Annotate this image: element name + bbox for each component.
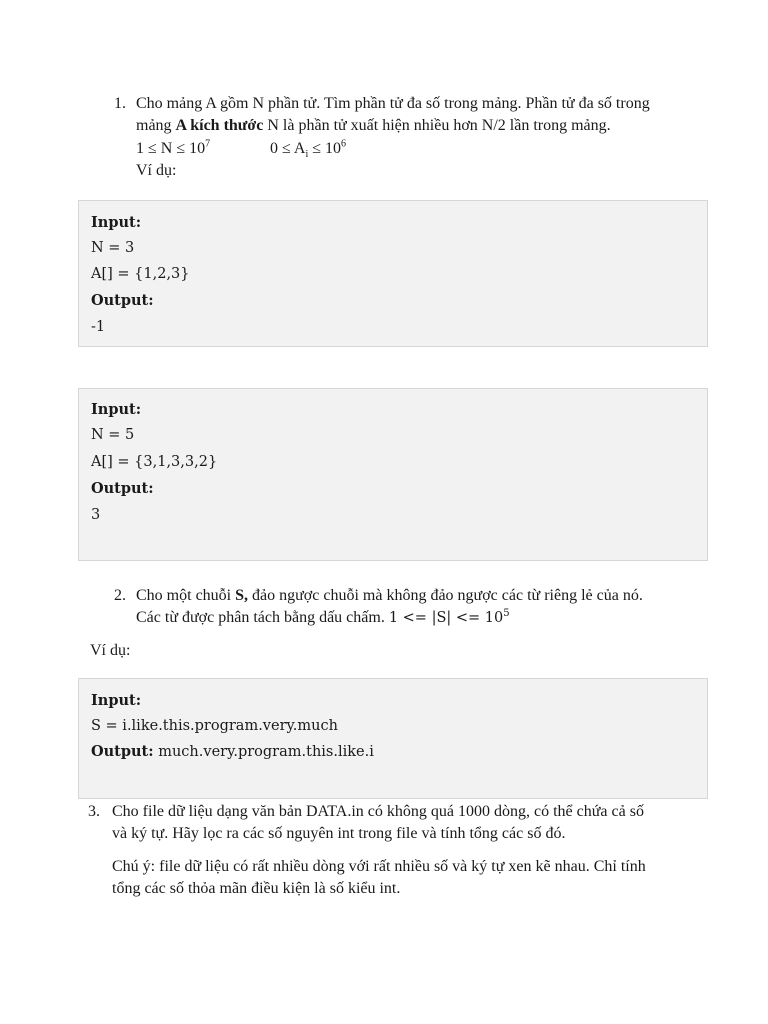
problem-2-constraint-text: 1 <= |S| <= 10	[388, 610, 504, 626]
problem-2-line-1-post: đảo ngược chuỗi mà không đảo ngược các từ riêng lẻ của nó.	[248, 587, 643, 604]
problem-2-line-2-text: Các từ được phân tách bằng dấu chấm.	[136, 609, 389, 626]
example-box-1	[78, 200, 708, 347]
example-1-output: -1	[91, 319, 106, 335]
problem-1-line-2-bold: A kích thước	[175, 117, 264, 134]
problem-1-line-2-pre: mảng	[136, 117, 176, 134]
example-1-line-2: A[] = {1,2,3}	[91, 266, 190, 282]
example-1-line-1: N = 3	[91, 240, 135, 256]
problem-2-line-1	[136, 585, 643, 607]
problem-2-number: 2.	[114, 587, 126, 604]
example-box-3	[78, 678, 708, 799]
example-2-line-1: N = 5	[91, 427, 135, 443]
problem-1-number: 1.	[114, 95, 126, 112]
constraint-n-text: 1 ≤ N ≤ 10	[136, 140, 206, 157]
example-3-input-label: Input:	[91, 692, 142, 709]
constraint-a-text: 0 ≤ A	[270, 140, 306, 157]
problem-2-constraint	[389, 610, 510, 626]
problem-3-note-2: tổng các số thỏa mãn điều kiện là số kiểu int.	[112, 880, 401, 897]
problem-1-example-label: Ví dụ:	[136, 162, 177, 179]
problem-3-line-1: Cho file dữ liệu dạng văn bản DATA.in có không quá 1000 dòng, có thể chứa cả số	[112, 803, 644, 820]
example-box-2	[78, 388, 708, 561]
example-1-output-label: Output:	[91, 292, 154, 309]
problem-1-line-1: Cho mảng A gồm N phần tử. Tìm phần tử đa số trong mảng. Phần tử đa số trong	[136, 95, 650, 112]
problem-3-number: 3.	[88, 803, 100, 820]
problem-3-note-1: Chú ý: file dữ liệu có rất nhiều dòng với rất nhiều số và ký tự xen kẽ nhau. Chỉ tính	[112, 858, 646, 875]
constraint-a	[270, 138, 346, 160]
example-1-input-label: Input:	[91, 214, 142, 231]
example-2-line-2: A[] = {3,1,3,3,2}	[91, 454, 218, 470]
constraint-a-subscript: i	[305, 149, 309, 161]
example-3-output: much.very.program.this.like.i	[153, 744, 374, 760]
constraint-a-mid: ≤ 10	[308, 140, 342, 157]
example-2-output-label: Output:	[91, 480, 154, 497]
example-3-output-label: Output:	[91, 743, 154, 760]
problem-2-example-label: Ví dụ:	[90, 642, 131, 659]
problem-2-constraint-exponent: 5	[503, 608, 510, 620]
example-3-line-1: S = i.like.this.program.very.much	[91, 718, 338, 734]
problem-2-line-2	[136, 607, 510, 629]
constraint-n-exponent: 7	[205, 138, 211, 150]
problem-2-line-1-bold: S,	[235, 587, 249, 604]
example-2-output: 3	[91, 507, 101, 523]
constraint-a-exponent: 6	[341, 138, 347, 150]
problem-1-line-2	[136, 115, 611, 137]
problem-2-line-1-pre: Cho một chuỗi	[136, 587, 236, 604]
example-2-input-label: Input:	[91, 401, 142, 418]
problem-1-line-2-post: N là phần tử xuất hiện nhiều hơn N/2 lần trong mảng.	[263, 117, 611, 134]
problem-3-line-2: và ký tự. Hãy lọc ra các số nguyên int trong file và tính tổng các số đó.	[112, 825, 566, 842]
example-3-output-line	[91, 742, 374, 762]
constraint-n	[136, 138, 210, 160]
